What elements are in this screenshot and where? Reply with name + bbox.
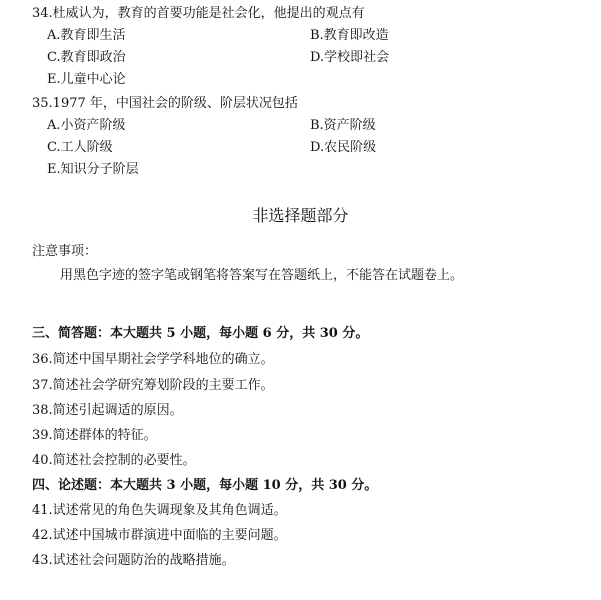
question-35-stem: 35.1977 年，中国社会的阶级、阶层状况包括 bbox=[32, 96, 298, 111]
notice-label: 注意事项： bbox=[32, 244, 98, 259]
question-34-stem: 34.杜威认为，教育的首要功能是社会化，他提出的观点有 bbox=[32, 6, 365, 21]
notice-text: 用黑色字迹的签字笔或钢笔将答案写在答题纸上，不能答在试题卷上。 bbox=[60, 268, 464, 283]
part-4-heading: 四、论述题：本大题共 3 小题，每小题 10 分，共 30 分。 bbox=[32, 478, 378, 493]
question-35-option-e: E.知识分子阶层 bbox=[47, 162, 139, 177]
question-40: 40.简述社会控制的必要性。 bbox=[32, 453, 196, 468]
question-34-option-d: D.学校即社会 bbox=[310, 50, 390, 65]
question-43: 43.试述社会问题防治的战略措施。 bbox=[32, 553, 235, 568]
question-35-option-a: A.小资产阶级 bbox=[47, 118, 126, 133]
question-35-option-c: C.工人阶级 bbox=[47, 140, 113, 155]
question-34-option-a: A.教育即生活 bbox=[47, 28, 126, 43]
question-36: 36.简述中国早期社会学学科地位的确立。 bbox=[32, 352, 274, 367]
question-38: 38.简述引起调适的原因。 bbox=[32, 403, 183, 418]
question-34-option-c: C.教育即政治 bbox=[47, 50, 126, 65]
section-title: 非选择题部分 bbox=[252, 206, 349, 225]
question-42: 42.试述中国城市群演进中面临的主要问题。 bbox=[32, 528, 287, 543]
question-35-option-b: B.资产阶级 bbox=[310, 118, 376, 133]
question-39: 39.简述群体的特征。 bbox=[32, 428, 157, 443]
question-34-option-b: B.教育即改造 bbox=[310, 28, 389, 43]
question-34-option-e: E.儿童中心论 bbox=[47, 72, 126, 87]
question-41: 41.试述常见的角色失调现象及其角色调适。 bbox=[32, 503, 287, 518]
question-37: 37.简述社会学研究筹划阶段的主要工作。 bbox=[32, 378, 274, 393]
part-3-heading: 三、简答题：本大题共 5 小题，每小题 6 分，共 30 分。 bbox=[32, 326, 369, 341]
question-35-option-d: D.农民阶级 bbox=[310, 140, 377, 155]
